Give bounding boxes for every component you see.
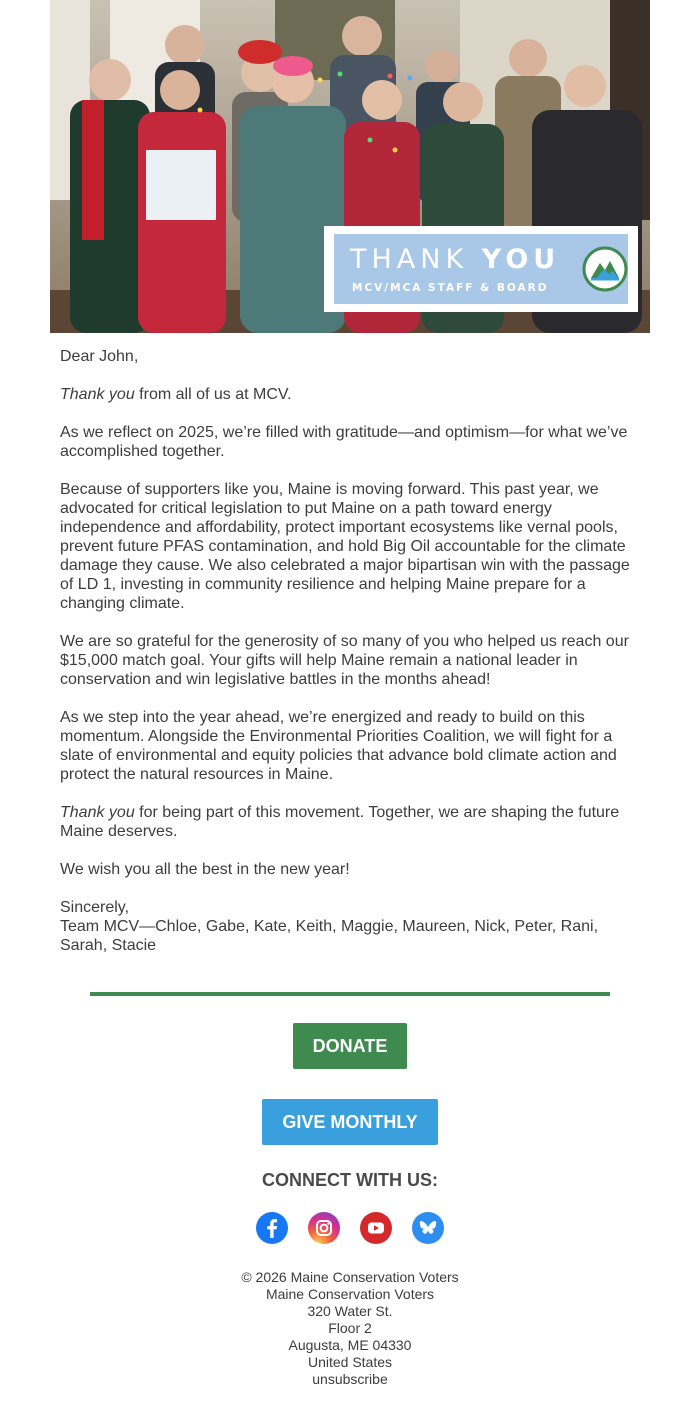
closing: Sincerely, [60,899,130,916]
letter-content [60,347,640,974]
thank-you-title-bold: YOU [481,244,561,275]
bluesky-icon[interactable] [412,1212,444,1244]
unsubscribe-link[interactable]: unsubscribe [312,1371,388,1387]
greeting: Dear John, [60,348,139,365]
paragraph-reflect: As we reflect on 2025, we’re filled with gratitude—and optimism—for what we’ve accomplished together. [60,424,628,460]
thank-you-card [324,226,638,312]
thank-you-emphasis: Thank you [60,804,135,821]
mountain-logo-icon [582,246,628,292]
thank-you-emphasis: Thank you [60,386,135,403]
footer-org: Maine Conservation Voters [265,1286,435,1302]
thank-you-title [350,244,560,275]
thank-you-title-light: THANK [350,244,482,275]
footer [0,1269,700,1388]
paragraph-year-ahead: As we step into the year ahead, we’re energized and ready to build on this momentum. Alongside the Environmental Priorities Coalition, we will fight for a slate of environmental and equity policies that advance bold climate action and protect the natural resources in Maine. [60,709,617,783]
footer-street: 320 Water St. [307,1303,393,1319]
footer-copyright: © 2026 Maine Conservation Voters [241,1269,459,1285]
footer-floor: Floor 2 [328,1320,372,1336]
instagram-icon[interactable] [308,1212,340,1244]
donate-button[interactable]: DONATE [293,1023,407,1069]
signature: Team MCV—Chloe, Gabe, Kate, Keith, Maggie, Maureen, Nick, Peter, Rani, Sarah, Stacie [60,918,599,954]
paragraph-text: from all of us at MCV. [134,386,292,403]
give-monthly-button[interactable]: GIVE MONTHLY [262,1099,438,1145]
youtube-icon[interactable] [360,1212,392,1244]
footer-country: United States [307,1354,393,1370]
paragraph-new-year: We wish you all the best in the new year! [60,861,350,878]
thank-you-subtitle: MCV/MCA STAFF & BOARD [352,282,549,294]
paragraph-movement [60,803,640,841]
paragraph-supporters: Because of supporters like you, Maine is moving forward. This past year, we advocated for critical legislation to put Maine on a path toward energy independence and affordability, protect important ecosystems like vernal pools, prevent future PFAS contamination, and hold Big Oil accountable for the climate damage they cause. We also celebrated a major bipartisan win with the passage of LD 1, investing in community resilience and helping Maine prepare for a changing climate. [60,481,630,612]
thank-you-card-inner [334,234,628,304]
facebook-icon[interactable] [256,1212,288,1244]
connect-heading: CONNECT WITH US: [262,1170,438,1190]
paragraph-thank-you [60,385,640,404]
paragraph-text: for being part of this movement. Together, we are shaping the future Maine deserves. [60,804,620,840]
section-divider [90,992,610,996]
paragraph-match-goal: We are so grateful for the generosity of so many of you who helped us reach our $15,000 match goal. Your gifts will help Maine remain a national leader in conservation and win legislative battles in the months ahead! [60,633,629,688]
sign-off [60,898,640,955]
hero-photo [50,0,650,333]
footer-city: Augusta, ME 04330 [288,1337,412,1353]
